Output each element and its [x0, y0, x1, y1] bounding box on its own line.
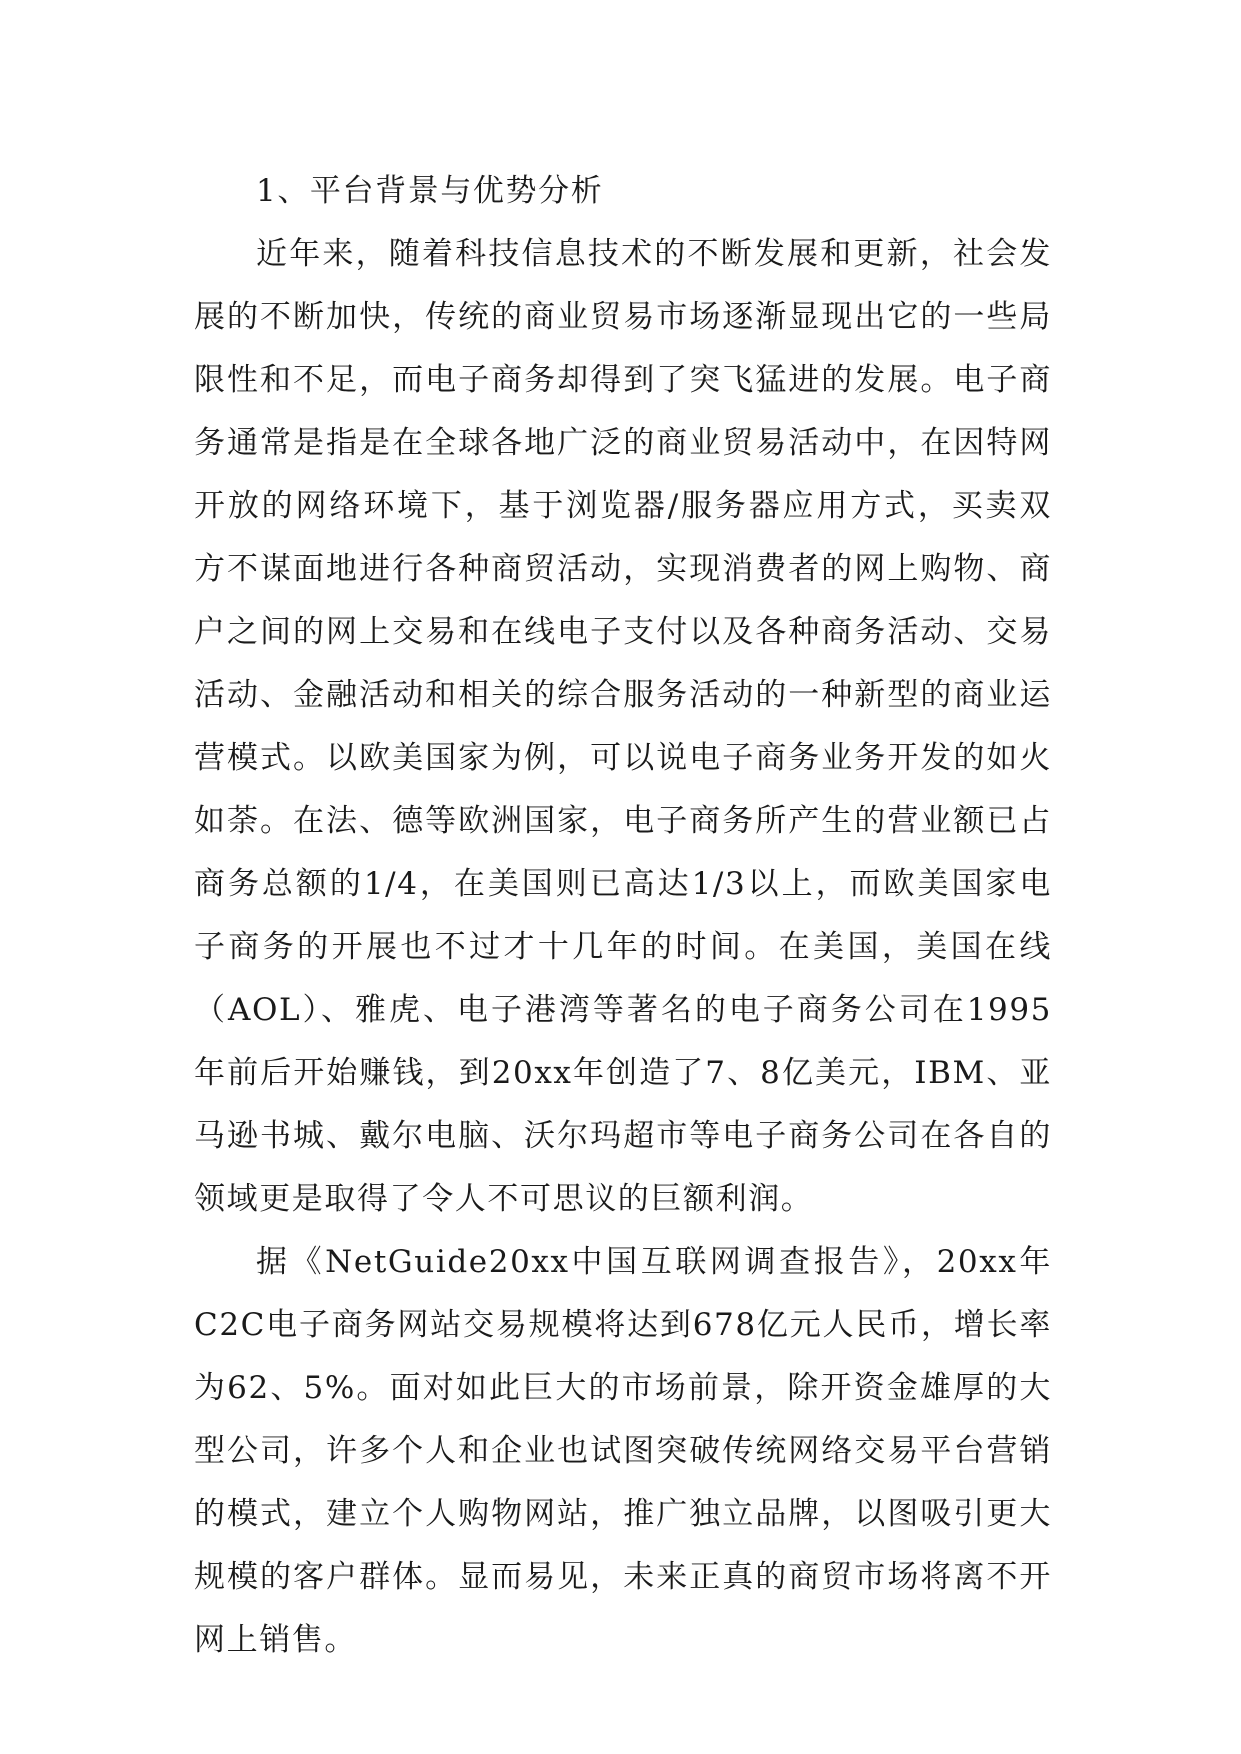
document-body	[194, 160, 1052, 1672]
paragraph-ecommerce-background: 近年来，随着科技信息技术的不断发展和更新，社会发展的不断加快，传统的商业贸易市场逐渐显现出它的一些局限性和不足，而电子商务却得到了突飞猛进的发展。电子商务通常是指是在全球各地广泛的商业贸易活动中，在因特网开放的网络环境下，基于浏览器/服务器应用方式，买卖双方不谋面地进行各种商贸活动，实现消费者的网上购物、商户之间的网上交易和在线电子支付以及各种商务活动、交易活动、金融活动和相关的综合服务活动的一种新型的商业运营模式。以欧美国家为例，可以说电子商务业务开发的如火如荼。在法、德等欧洲国家，电子商务所产生的营业额已占商务总额的1/4，在美国则已高达1/3以上，而欧美国家电子商务的开展也不过才十几年的时间。在美国，美国在线（AOL）、雅虎、电子港湾等著名的电子商务公司在1995年前后开始赚钱，到20xx年创造了7、8亿美元，IBM、亚马逊书城、戴尔电脑、沃尔玛超市等电子商务公司在各自的领域更是取得了令人不可思议的巨额利润。	[194, 236, 1052, 1217]
section-heading: 1、平台背景与优势分析	[256, 173, 604, 209]
paragraph-c2c-market: 据《NetGuide20xx中国互联网调查报告》，20xx年C2C电子商务网站交易规模将达到678亿元人民币，增长率为62、5%。面对如此巨大的市场前景，除开资金雄厚的大型公司，许多个人和企业也试图突破传统网络交易平台营销的模式，建立个人购物网站，推广独立品牌，以图吸引更大规模的客户群体。显而易见，未来正真的商贸市场将离不开网上销售。	[194, 1244, 1052, 1658]
